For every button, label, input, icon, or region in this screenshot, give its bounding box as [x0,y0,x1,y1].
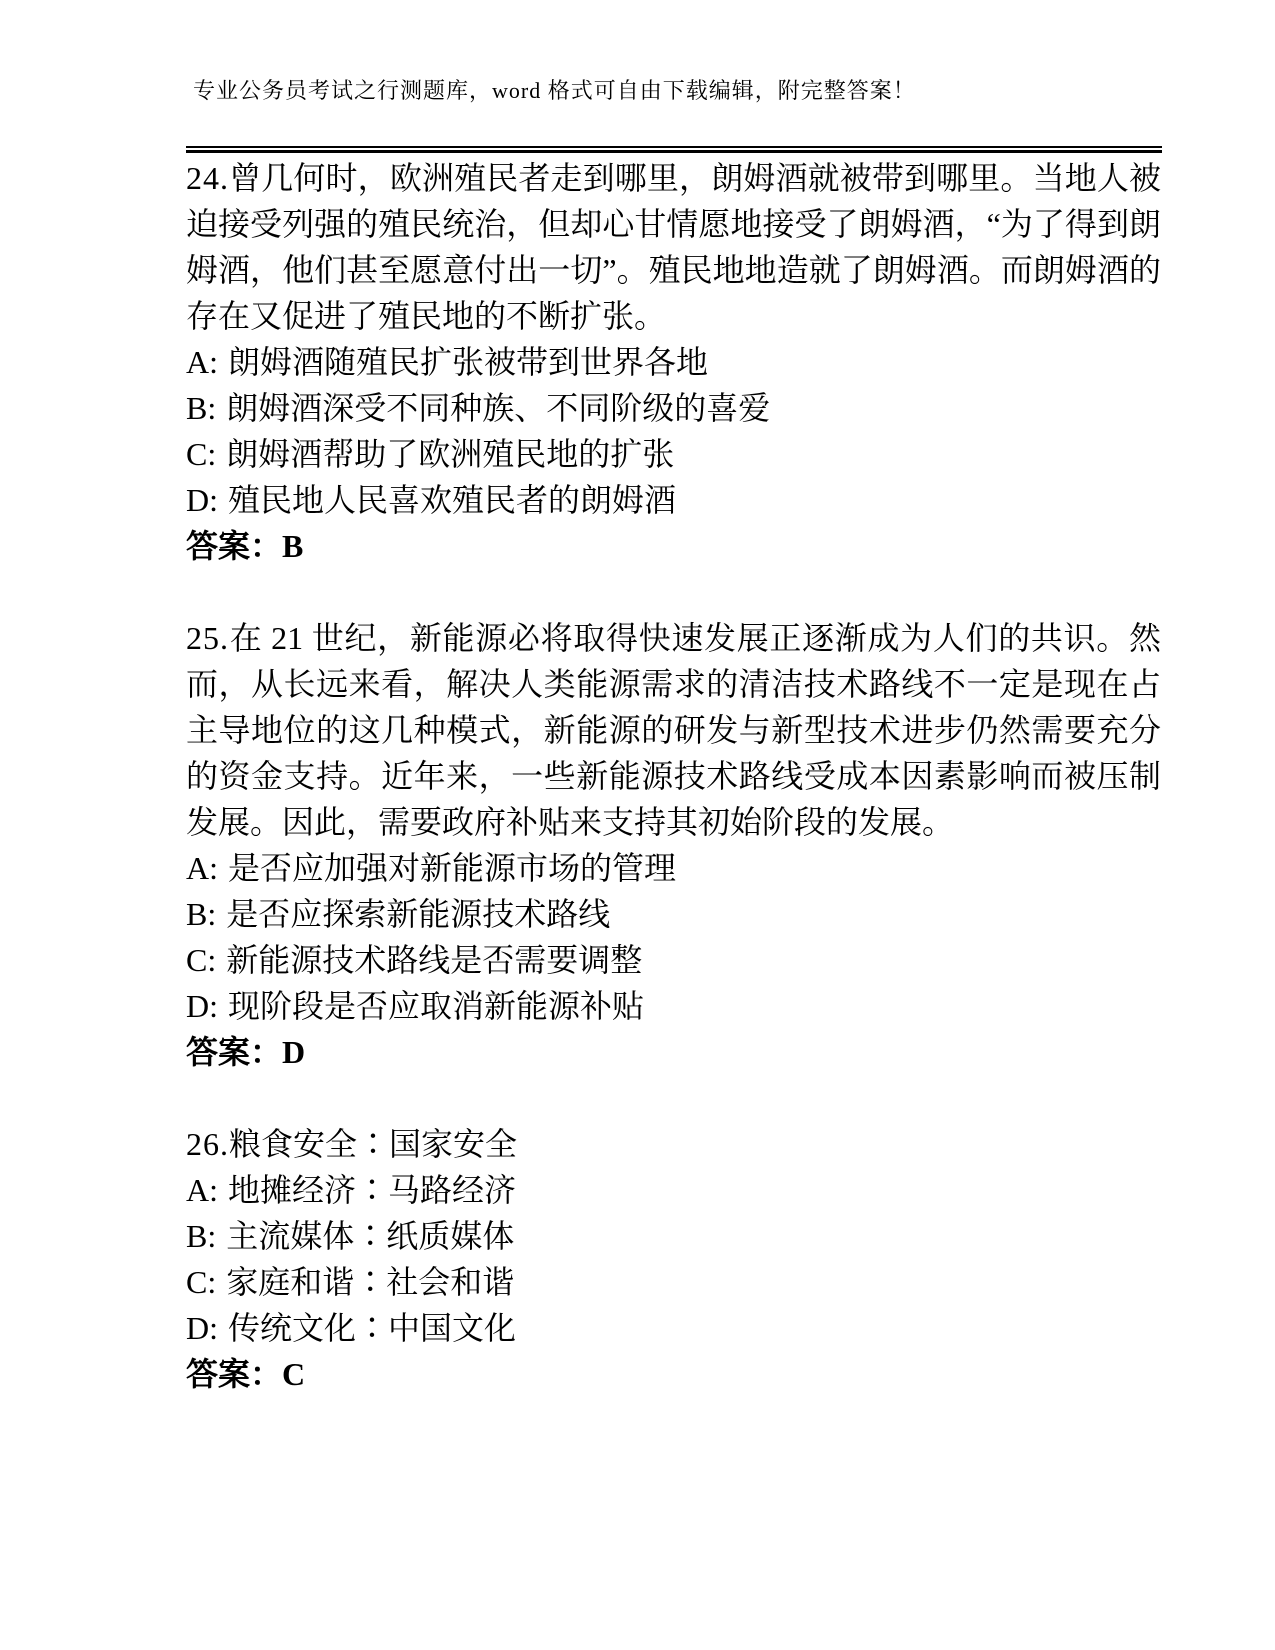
header-note: 专业公务员考试之行测题库，word 格式可自由下载编辑，附完整答案！ [193,78,916,103]
option-text: 朗姆酒深受不同种族、不同阶级的喜爱 [226,390,771,426]
option-label: D: [186,1310,218,1346]
question-number: 25. [186,620,229,656]
question-stem [186,155,1161,339]
question-stem-text: 粮食安全∶国家安全 [229,1126,518,1162]
option-row [186,1259,1161,1305]
option-text: 家庭和谐∶社会和谐 [226,1264,515,1300]
answer-label: 答案： [186,1034,283,1070]
option-label: C: [186,1264,217,1300]
question-stem [186,1121,1161,1167]
option-label: A: [186,850,218,886]
option-text: 是否应加强对新能源市场的管理 [228,850,677,886]
header-rule [186,146,1162,153]
option-label: C: [186,942,217,978]
question-block [186,155,1161,569]
option-text: 地摊经济∶马路经济 [228,1172,517,1208]
answer-value: B [282,528,304,564]
answer-label: 答案： [186,528,283,564]
option-label: B: [186,390,217,426]
option-row [186,1213,1161,1259]
option-row [186,1305,1161,1351]
question-stem-text: 在 21 世纪，新能源必将取得快速发展正逐渐成为人们的共识。然而，从长远来看，解决人类能源需求的清洁技术路线不一定是现在占主导地位的这几种模式，新能源的研发与新型技术进步仍然需要充分的资金支持。近年来，一些新能源技术路线受成本因素影响而被压制发展。因此，需要政府补贴来支持其初始阶段的发展。 [186,620,1161,840]
option-text: 朗姆酒随殖民扩张被带到世界各地 [228,344,709,380]
answer-value: C [282,1356,306,1392]
option-row [186,937,1161,983]
document-body [186,155,1161,1443]
option-label: B: [186,896,217,932]
option-row [186,1167,1161,1213]
option-label: D: [186,482,218,518]
option-text: 新能源技术路线是否需要调整 [226,942,643,978]
option-row [186,477,1161,523]
answer-row [186,1029,1161,1075]
option-row [186,845,1161,891]
option-text: 传统文化∶中国文化 [228,1310,517,1346]
option-row [186,339,1161,385]
option-text: 主流媒体∶纸质媒体 [226,1218,515,1254]
option-row [186,385,1161,431]
option-row [186,891,1161,937]
question-block [186,1121,1161,1397]
answer-row [186,523,1161,569]
answer-label: 答案： [186,1356,283,1392]
option-label: B: [186,1218,217,1254]
option-row [186,983,1161,1029]
question-block [186,615,1161,1075]
question-number: 24. [186,160,229,196]
question-stem [186,615,1161,845]
question-stem-text: 曾几何时，欧洲殖民者走到哪里，朗姆酒就被带到哪里。当地人被迫接受列强的殖民统治，但却心甘情愿地接受了朗姆酒，“为了得到朗姆酒，他们甚至愿意付出一切”。殖民地地造就了朗姆酒。而朗姆酒的存在又促进了殖民地的不断扩张。 [186,160,1161,334]
option-text: 殖民地人民喜欢殖民者的朗姆酒 [228,482,677,518]
option-label: A: [186,344,218,380]
option-text: 是否应探索新能源技术路线 [226,896,611,932]
option-text: 朗姆酒帮助了欧洲殖民地的扩张 [226,436,675,472]
answer-value: D [282,1034,306,1070]
answer-row [186,1351,1161,1397]
question-number: 26. [186,1126,229,1162]
option-label: D: [186,988,218,1024]
option-text: 现阶段是否应取消新能源补贴 [228,988,645,1024]
option-label: C: [186,436,217,472]
option-row [186,431,1161,477]
option-label: A: [186,1172,218,1208]
